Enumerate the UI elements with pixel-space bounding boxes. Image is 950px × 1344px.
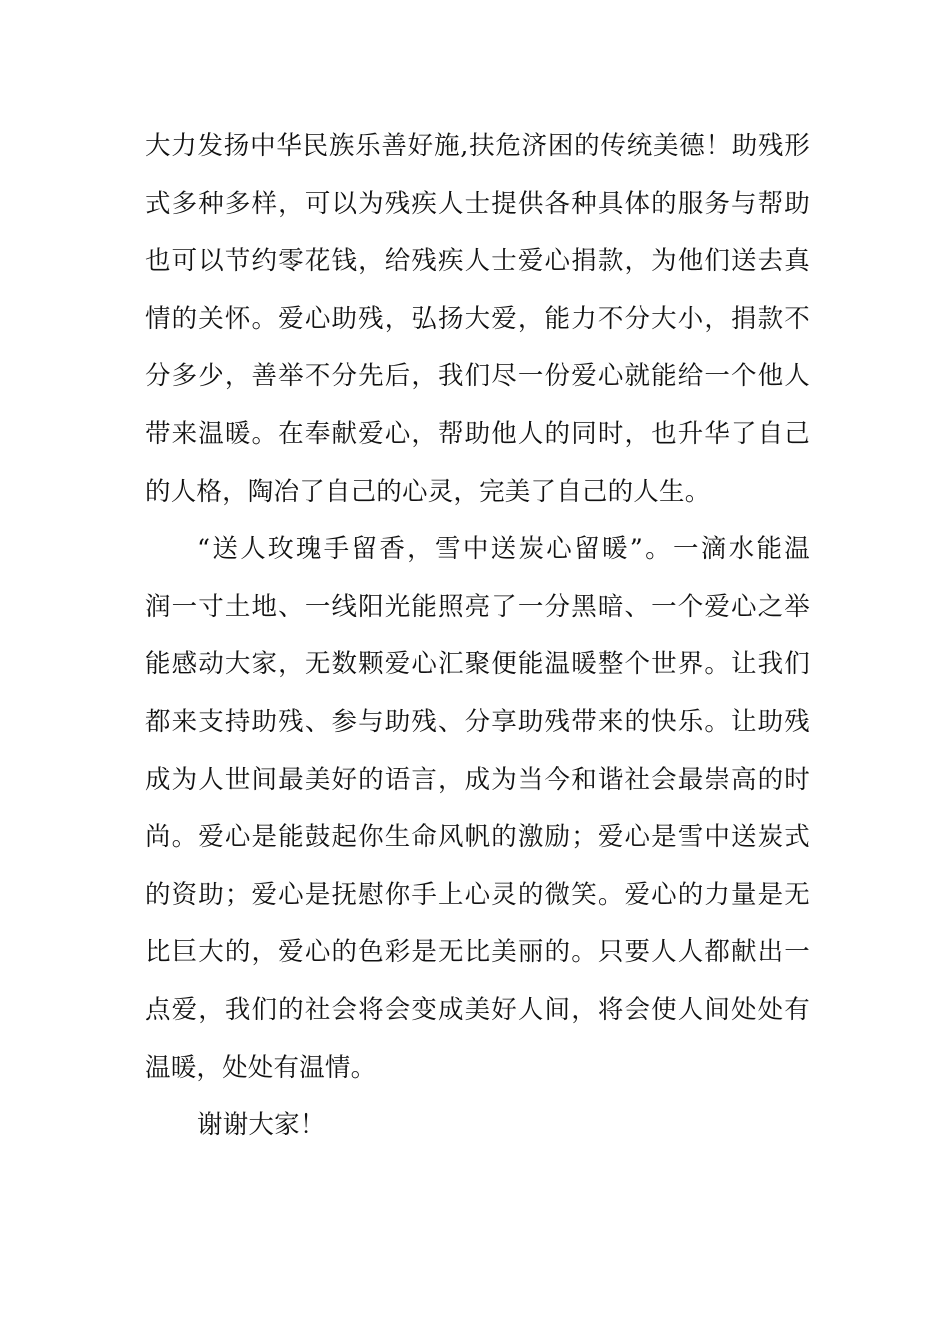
text-line: 成为人世间最美好的语言，成为当今和谐社会最崇高的时	[145, 764, 810, 795]
text-line: 点爱，我们的社会将会变成美好人间，将会使人间处处有	[145, 994, 810, 1025]
text-line: 的资助；爱心是抚慰你手上心灵的微笑。爱心的力量是无	[145, 879, 810, 910]
text-line: 情的关怀。爱心助残，弘扬大爱，能力不分大小，捐款不	[145, 303, 810, 334]
text-line: 的人格，陶冶了自己的心灵，完美了自己的人生。	[145, 476, 711, 507]
text-line: 润一寸土地、一线阳光能照亮了一分黑暗、一个爱心之举	[145, 591, 810, 622]
text-line: 分多少，善举不分先后，我们尽一份爱心就能给一个他人	[145, 361, 810, 392]
text-line: 温暖，处处有温情。	[145, 1052, 377, 1083]
paragraph-2	[145, 521, 810, 1097]
text-line: 带来温暖。在奉献爱心，帮助他人的同时，也升华了自己	[145, 418, 810, 449]
text-line: 也可以节约零花钱，给残疾人士爱心捐款，为他们送去真	[145, 246, 810, 277]
text-line: 尚。爱心是能鼓起你生命风帆的激励；爱心是雪中送炭式	[145, 822, 810, 853]
paragraph-1	[145, 118, 810, 521]
text-line: 式多种多样，可以为残疾人士提供各种具体的服务与帮助	[145, 188, 810, 219]
text-line: 比巨大的，爱心的色彩是无比美丽的。只要人人都献出一	[145, 937, 810, 968]
text-line: “送人玫瑰手留香，雪中送炭心留暖”。一滴水能温	[197, 534, 810, 565]
text-line: 能感动大家，无数颗爱心汇聚便能温暖整个世界。让我们	[145, 649, 810, 680]
text-line: 都来支持助残、参与助残、分享助残带来的快乐。让助残	[145, 706, 810, 737]
closing-line: 谢谢大家！	[197, 1110, 326, 1141]
document-body	[145, 118, 810, 1155]
text-line: 大力发扬中华民族乐善好施,扶危济困的传统美德！助残形	[145, 131, 810, 161]
